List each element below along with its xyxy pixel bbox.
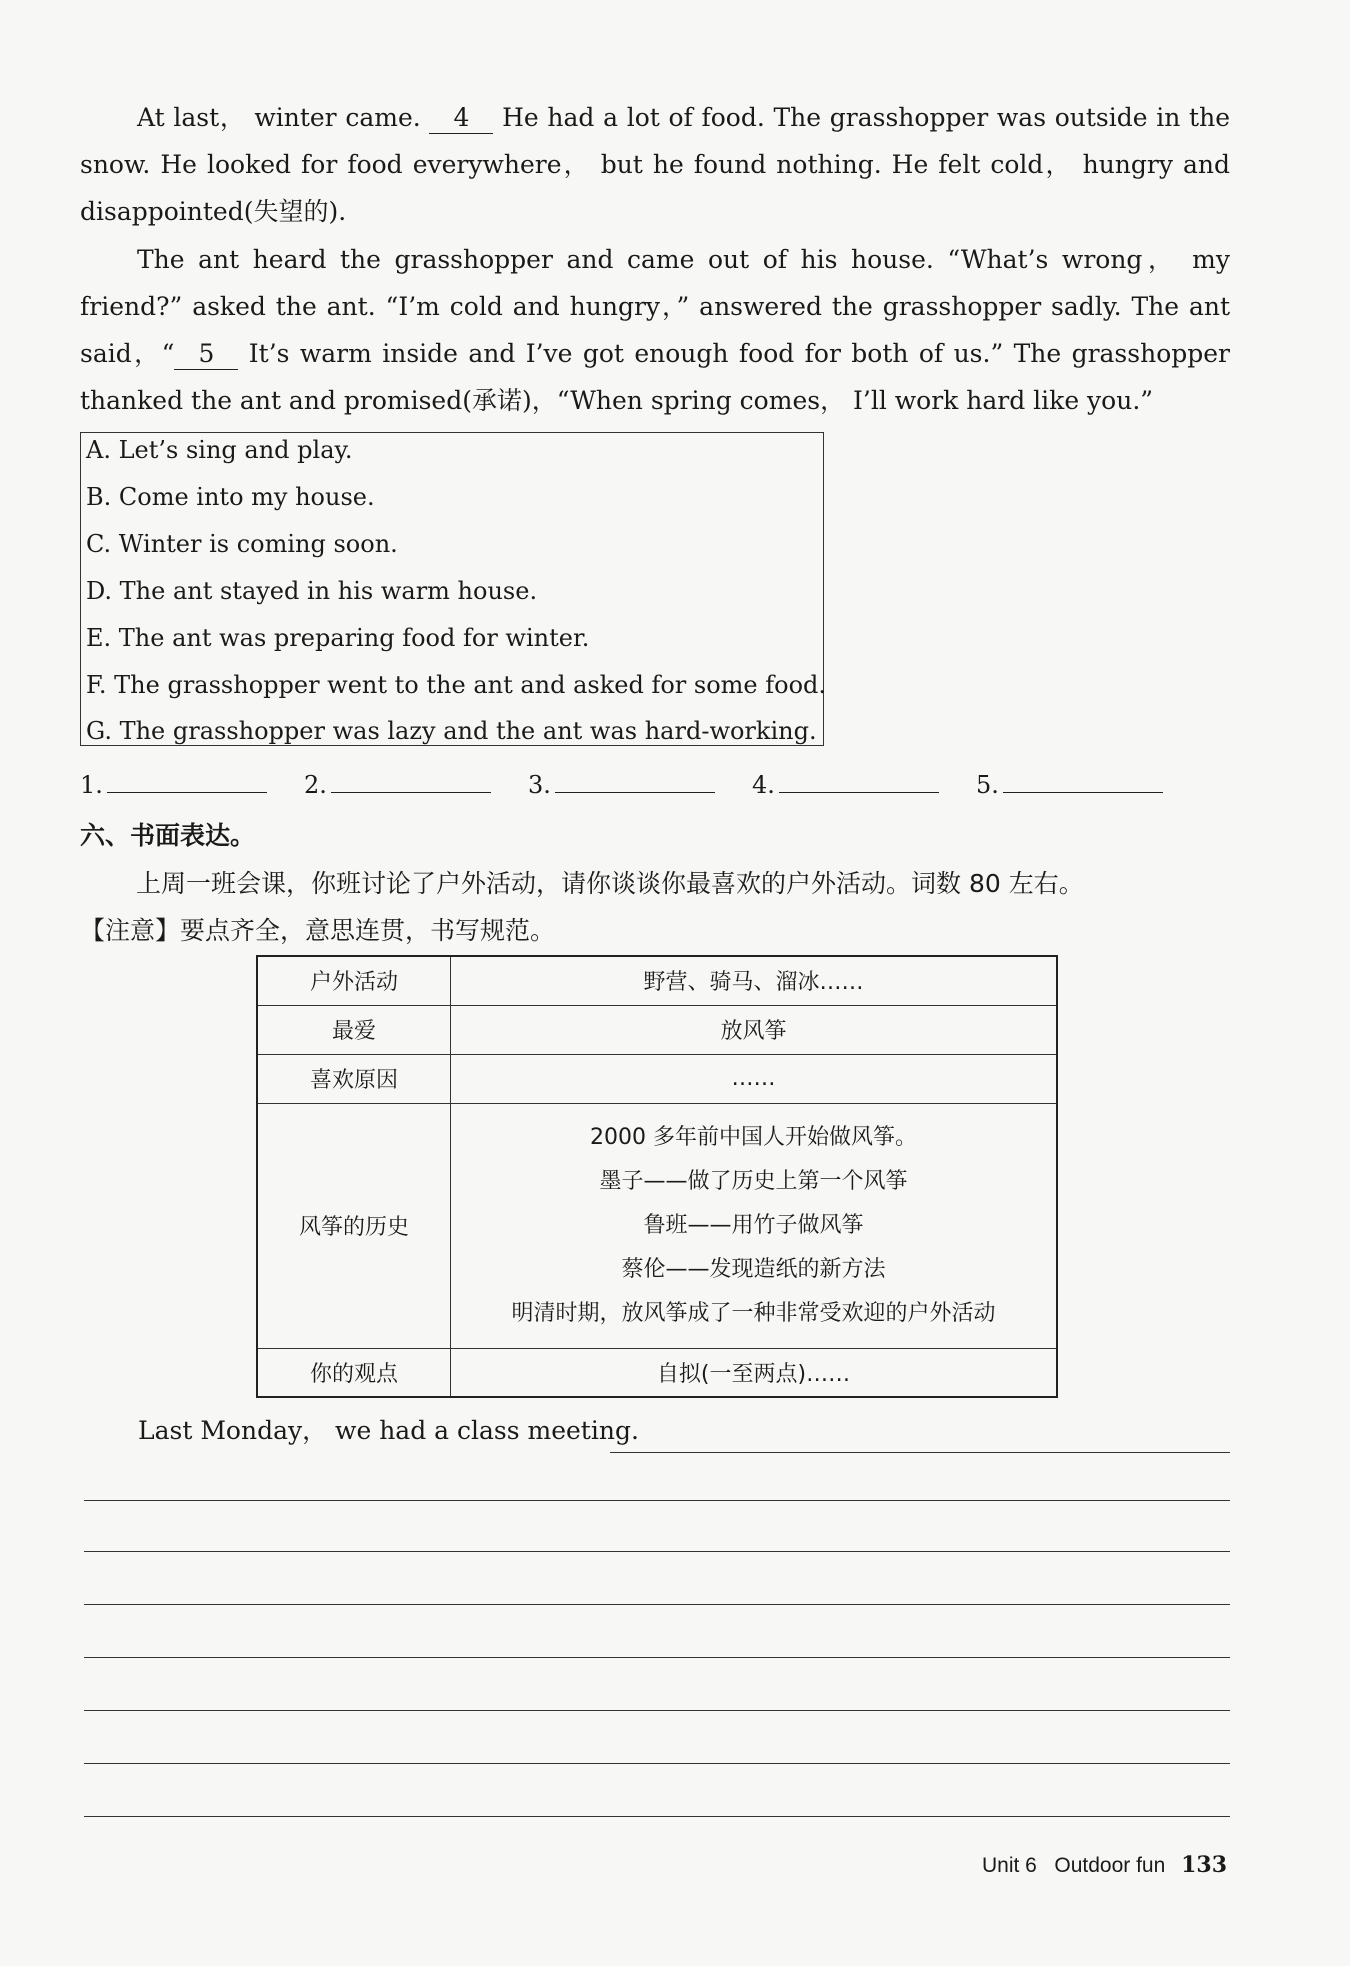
table-key: 喜欢原因 bbox=[257, 1054, 451, 1103]
option-a: A. Let’s sing and play. bbox=[86, 436, 353, 464]
writing-line[interactable] bbox=[84, 1500, 1230, 1501]
answer-number: 4. bbox=[752, 771, 775, 799]
answer-slot-5[interactable] bbox=[976, 770, 1163, 799]
footer-title: Outdoor fun bbox=[1054, 1854, 1166, 1877]
answer-number: 3. bbox=[528, 771, 551, 799]
page-footer bbox=[982, 1852, 1227, 1878]
table-key: 户外活动 bbox=[257, 956, 451, 1005]
writing-line[interactable] bbox=[84, 1710, 1230, 1711]
option-e: E. The ant was preparing food for winter. bbox=[86, 624, 590, 652]
page-number: 133 bbox=[1181, 1852, 1228, 1878]
history-line: 蔡伦——发现造纸的新方法 bbox=[621, 1256, 886, 1282]
history-line: 明清时期，放风筝成了一种非常受欢迎的户外活动 bbox=[511, 1300, 996, 1326]
history-line: 2000 多年前中国人开始做风筝。 bbox=[590, 1124, 917, 1150]
answer-number: 1. bbox=[80, 771, 103, 799]
passage-text: At last， winter came. bbox=[137, 103, 421, 132]
answer-slot-3[interactable] bbox=[528, 770, 715, 799]
writing-line[interactable] bbox=[84, 1551, 1230, 1552]
outline-table bbox=[256, 955, 1058, 1398]
answer-slot-1[interactable] bbox=[80, 770, 267, 799]
writing-line[interactable] bbox=[610, 1452, 1230, 1453]
table-row bbox=[257, 1103, 1057, 1348]
history-line: 墨子——做了历史上第一个风筝 bbox=[599, 1168, 908, 1194]
table-value: 放风筝 bbox=[451, 1005, 1058, 1054]
answer-row bbox=[80, 770, 1180, 810]
option-d: D. The ant stayed in his warm house. bbox=[86, 577, 538, 605]
option-f: F. The grasshopper went to the ant and asked for some food. bbox=[86, 671, 827, 699]
writing-opening-sentence: Last Monday， we had a class meeting. bbox=[138, 1416, 639, 1445]
passage-text: It’s warm inside and I’ve got enough food for both of us.” The grasshopper thanked the ant and promised(承诺)，“When spring comes， I’ll work hard like you.” bbox=[80, 339, 1230, 415]
table-value: 野营、骑马、溜冰…… bbox=[451, 956, 1058, 1005]
table-key: 最爱 bbox=[257, 1005, 451, 1054]
answer-line[interactable] bbox=[331, 770, 491, 793]
option-c: C. Winter is coming soon. bbox=[86, 530, 398, 558]
passage-text: The ant heard the grasshopper and came out of his house. “What’s wrong， my friend?” asked the ant. “I’m cold and hungry，” answered the grasshopper sadly. The ant said，“ bbox=[80, 245, 1230, 368]
passage-text: He had a lot of food. The grasshopper was outside in the snow. He looked for food everywhere， but he found nothing. He felt cold， hungry and disappointed(失望的). bbox=[80, 103, 1230, 226]
table-row bbox=[257, 1348, 1057, 1397]
answer-line[interactable] bbox=[1003, 770, 1163, 793]
answer-blank-4[interactable]: 4 bbox=[429, 103, 493, 134]
table-row bbox=[257, 956, 1057, 1005]
table-value: …… bbox=[451, 1054, 1058, 1103]
table-row bbox=[257, 1005, 1057, 1054]
writing-line[interactable] bbox=[84, 1816, 1230, 1817]
history-cell bbox=[451, 1103, 1058, 1348]
section-title: 六、书面表达。 bbox=[80, 821, 256, 850]
option-b: B. Come into my house. bbox=[86, 483, 375, 511]
passage-paragraph-2 bbox=[80, 236, 1230, 424]
answer-number: 2. bbox=[304, 771, 327, 799]
table-row bbox=[257, 1054, 1057, 1103]
writing-line[interactable] bbox=[84, 1763, 1230, 1764]
options-box bbox=[80, 432, 827, 746]
writing-line[interactable] bbox=[84, 1657, 1230, 1658]
table-key: 你的观点 bbox=[257, 1348, 451, 1397]
footer-unit: Unit 6 bbox=[982, 1854, 1037, 1877]
history-line: 鲁班——用竹子做风筝 bbox=[643, 1212, 864, 1238]
writing-instruction: 上周一班会课，你班讨论了户外活动，请你谈谈你最喜欢的户外活动。词数 80 左右。 bbox=[136, 869, 1084, 898]
table-key: 风筝的历史 bbox=[257, 1103, 451, 1348]
answer-line[interactable] bbox=[779, 770, 939, 793]
option-g: G. The grasshopper was lazy and the ant was hard-working. bbox=[86, 717, 817, 745]
answer-number: 5. bbox=[976, 771, 999, 799]
answer-blank-5[interactable]: 5 bbox=[174, 339, 238, 370]
passage-paragraph-1 bbox=[80, 94, 1230, 235]
writing-line[interactable] bbox=[84, 1604, 1230, 1605]
table-value: 自拟(一至两点)…… bbox=[451, 1348, 1058, 1397]
writing-note: 【注意】要点齐全，意思连贯，书写规范。 bbox=[80, 916, 556, 945]
answer-line[interactable] bbox=[107, 770, 267, 793]
answer-slot-4[interactable] bbox=[752, 770, 939, 799]
answer-slot-2[interactable] bbox=[304, 770, 491, 799]
answer-line[interactable] bbox=[555, 770, 715, 793]
